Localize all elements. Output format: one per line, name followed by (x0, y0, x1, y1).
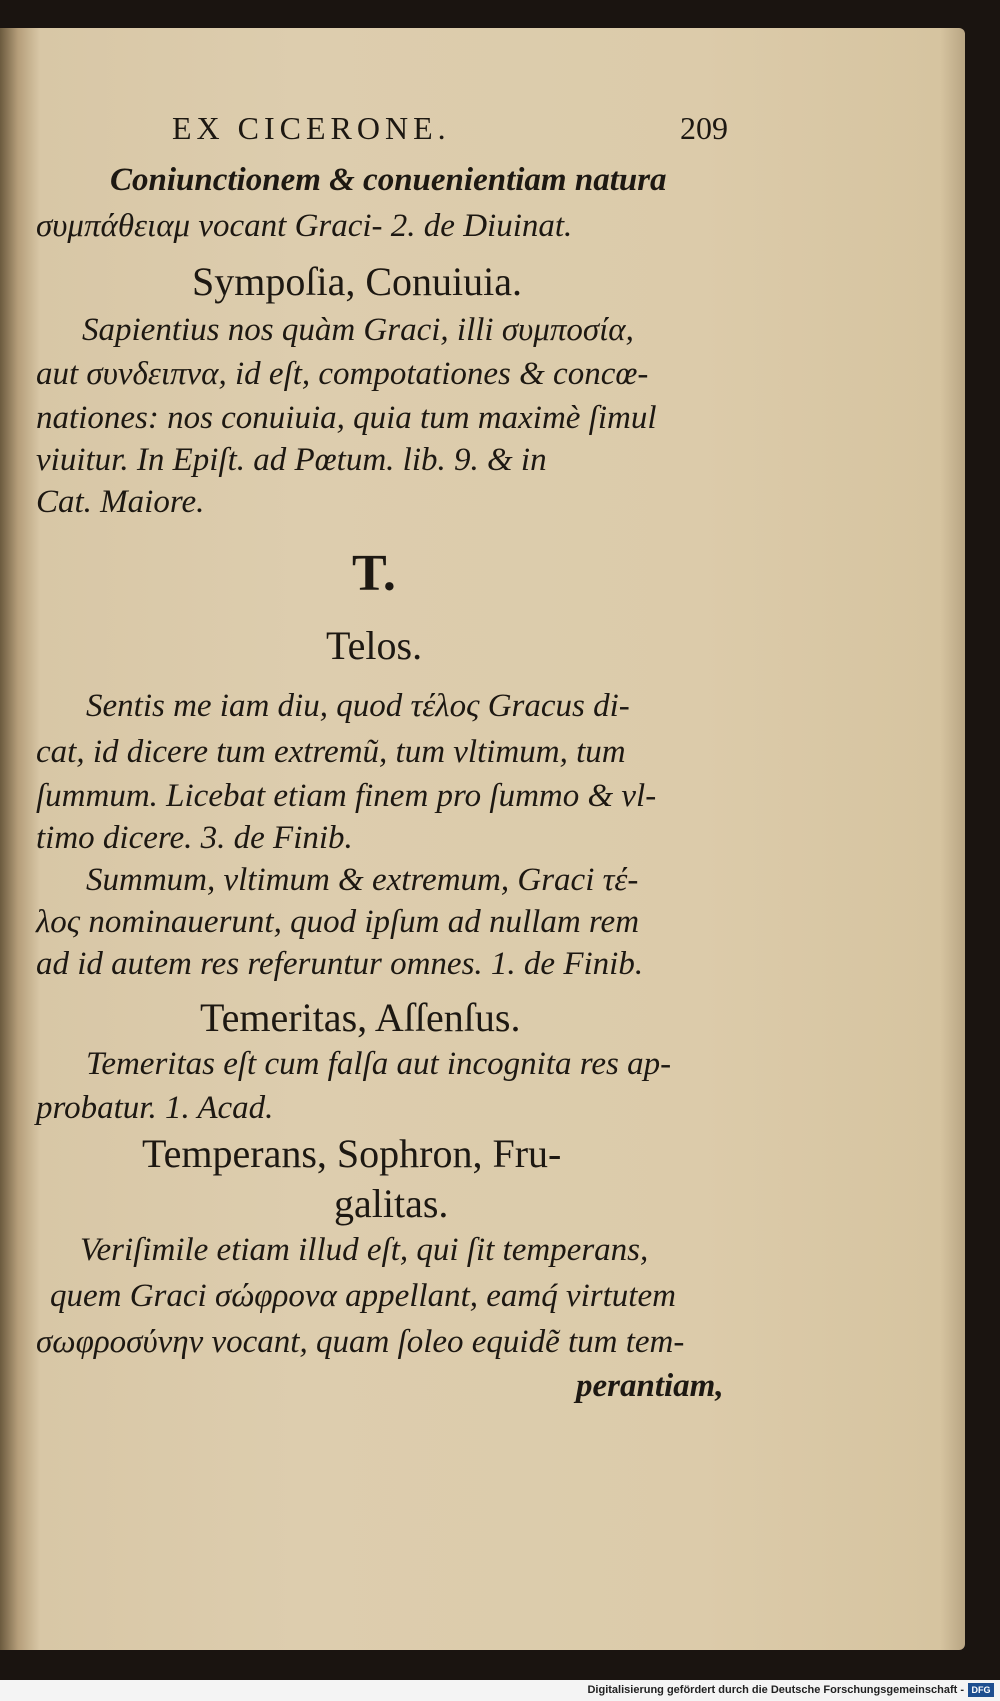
text-line: σωφροσύνην vocant, quam ſoleo equidẽ tum tem- (36, 1324, 685, 1360)
text-line: ſummum. Licebat etiam finem pro ſummo & vl- (36, 778, 657, 814)
text-line: aut συνδειπνα, id eſt, compotationes & concœ- (36, 356, 649, 392)
running-title: EX CICERONE. (172, 110, 451, 146)
text-line: Sapientius nos quàm Graci, illi συμποσία, (82, 312, 634, 348)
text-line: συμπάθειαμ vocant Graci- 2. de Diuinat. (36, 208, 573, 244)
text-line: Cat. Maiore. (36, 484, 205, 520)
text-line: viuitur. In Epiſt. ad Pœtum. lib. 9. & in (36, 442, 547, 478)
catchword: perantiam, (576, 1368, 724, 1404)
dfg-logo-icon: DFG (968, 1683, 994, 1697)
text-line: quem Graci σώφρονα appellant, eamq́ virtutem (50, 1278, 676, 1314)
text-line: timo dicere. 3. de Finib. (36, 820, 353, 856)
section-heading: galitas. (334, 1181, 449, 1226)
text-line: Veriſimile etiam illud eſt, qui ſit temperans, (80, 1232, 649, 1268)
text-line: ad id autem res referuntur omnes. 1. de Finib. (36, 946, 644, 982)
footer-bar (0, 1680, 1000, 1701)
section-heading: Temperans, Sophron, Fru- (142, 1131, 562, 1176)
section-heading: Telos. (326, 623, 423, 668)
text-line: Summum, vltimum & extremum, Graci τέ- (86, 862, 639, 898)
page-number: 209 (680, 110, 728, 146)
text-line: probatur. 1. Acad. (36, 1090, 274, 1126)
section-heading: Sympoſia, Conuiuia. (192, 259, 522, 304)
section-letter: T. (352, 545, 396, 602)
text-line: cat, id dicere tum extremũ, tum vltimum, tum (36, 734, 626, 770)
text-line: Coniunctionem & conuenientiam natura (110, 162, 667, 198)
section-heading: Temeritas, Aſſenſus. (200, 995, 521, 1040)
text-line: Sentis me iam diu, quod τέλος Gracus di- (86, 688, 630, 724)
funding-credit: Digitalisierung gefördert durch die Deutsche Forschungsgemeinschaft - (587, 1684, 964, 1696)
text-line: Temeritas eſt cum falſa aut incognita res ap- (86, 1046, 672, 1082)
text-line: nationes: nos conuiuia, quia tum maximè ſimul (36, 400, 657, 436)
text-line: λος nominauerunt, quod ipſum ad nullam rem (36, 904, 640, 940)
